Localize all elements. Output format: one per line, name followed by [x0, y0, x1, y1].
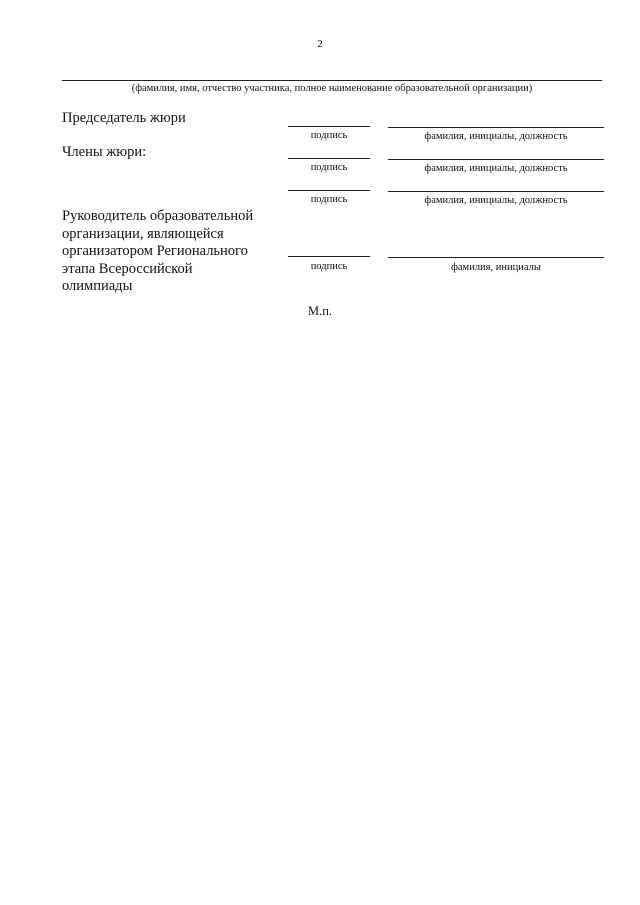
head-name-caption: фамилия, инициалы: [451, 262, 541, 273]
chair-name-caption: фамилия, инициалы, должность: [424, 131, 568, 142]
member-2-name-caption: фамилия, инициалы, должность: [424, 195, 568, 206]
head-signature-line: [288, 256, 370, 257]
member-1-name-caption: фамилия, инициалы, должность: [424, 163, 568, 174]
head-name-line: [388, 257, 604, 258]
chair-signature-caption: подпись: [310, 130, 348, 141]
chair-name-line: [388, 127, 604, 128]
jury-chair-label: Председатель жюри: [62, 110, 186, 126]
organization-head-label-line: этапа Всероссийской: [62, 260, 193, 277]
member-2-signature-line: [288, 190, 370, 191]
participant-caption: (фамилия, имя, отчество участника, полное наименование образовательной организации): [131, 83, 533, 94]
member-2-signature-caption: подпись: [310, 194, 348, 205]
jury-members-label: Члены жюри:: [62, 144, 147, 160]
member-1-name-line: [388, 159, 604, 160]
stamp-place-label: М.п.: [307, 304, 333, 318]
member-1-signature-caption: подпись: [310, 162, 348, 173]
organization-head-label-line: олимпиады: [62, 278, 133, 295]
participant-line: [62, 80, 602, 81]
chair-signature-line: [288, 126, 370, 127]
page-number: 2: [317, 38, 323, 50]
member-2-name-line: [388, 191, 604, 192]
organization-head-label-line: Руководитель образовательной: [62, 208, 254, 224]
head-signature-caption: подпись: [310, 261, 348, 272]
organization-head-label-line: организации, являющейся: [62, 225, 224, 242]
organization-head-label-line: организатором Регионального: [62, 243, 248, 260]
member-1-signature-line: [288, 158, 370, 159]
organization-head-label: [62, 208, 253, 296]
